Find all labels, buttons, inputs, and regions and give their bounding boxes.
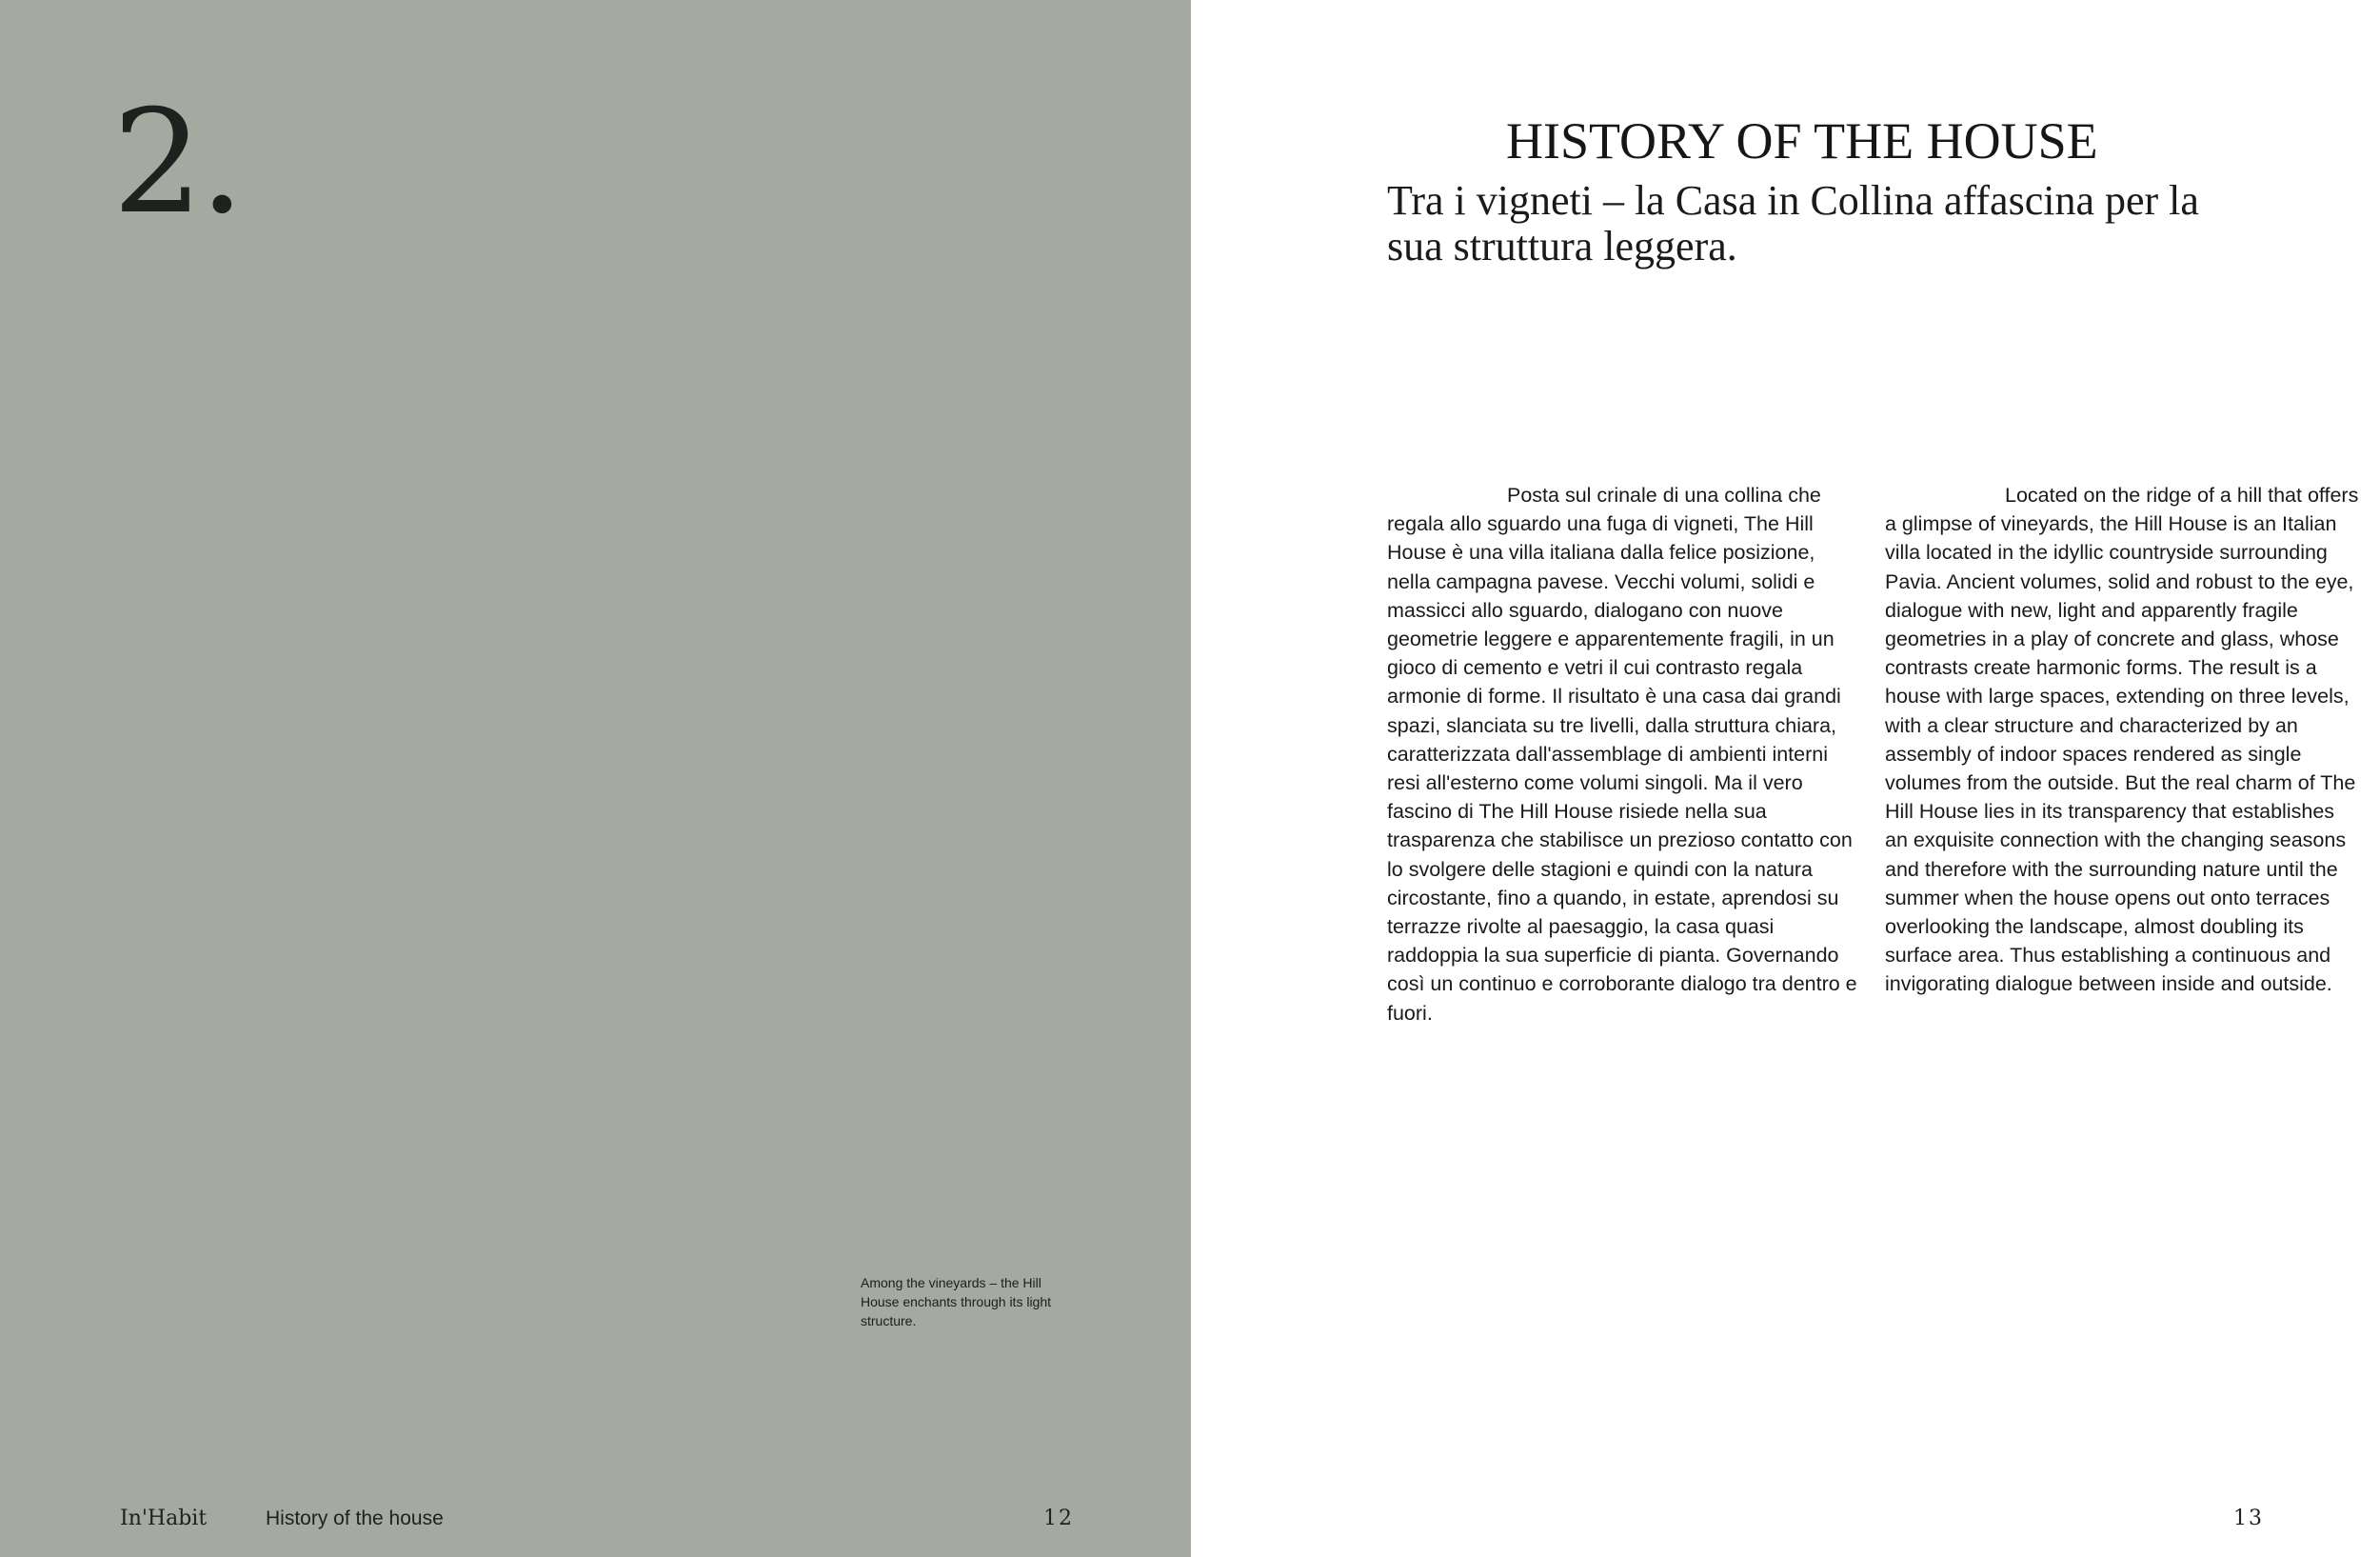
body-text-italian: Posta sul crinale di una collina che regala allo sguardo una fuga di vigneti, The Hill House è una villa italiana dalla felice posizione, nella campagna pavese. Vecchi volumi, solidi e massicci allo sguardo, dialogano con nuove geometrie leggere e apparentemente fragili, in un gioco di cemento e vetri il cui contrasto regala armonie di forme. Il risultato è una casa dai grandi spazi, slanciata su tre livelli, dalla struttura chiara, caratterizzata dall'assemblage di ambienti interni resi all'esterno come volumi singoli. Ma il vero fascino di The Hill House risiede nella sua trasparenza che stabilisce un prezioso contatto con lo svolgere delle stagioni e quindi con la natura circostante, fino a quando, in estate, aprendosi su terrazze rivolte al paesaggio, la casa quasi raddoppia la sua superficie di pianta. Governando così un continuo e corroborante dialogo tra dentro e fuori. [1387, 484, 1857, 1025]
body-text-english: Located on the ridge of a hill that offers a glimpse of vineyards, the Hill House is an Italian villa located in the idyllic countryside surrounding Pavia. Ancient volumes, solid and robust to the eye, dialogue with new, light and apparently fragile geometries in a play of concrete and glass, whose contrasts create harmonic forms. The result is a house with large spaces, extending on three levels, with a clear structure and characterized by an assembly of indoor spaces rendered as single volumes from the outside. But the real charm of The Hill House lies in its transparency that establishes an exquisite connection with the changing seasons and therefore with the surrounding nature until the summer when the house opens out onto terraces overlooking the landscape, almost doubling its surface area. Thus establishing a continuous and invigorating dialogue between inside and outside. [1885, 484, 2359, 996]
page-subtitle: Tra i vigneti – la Casa in Collina affascina per la sua struttura leggera. [1387, 177, 2199, 269]
chapter-number: 2. [112, 80, 242, 246]
footer-section-title: History of the house [266, 1507, 444, 1529]
page-number-right: 13 [2233, 1507, 2264, 1530]
page-title: HISTORY OF THE HOUSE [1506, 112, 2098, 170]
footer-brand: In'Habit [120, 1507, 208, 1530]
image-caption: Among the vineyards – the Hill House enchants through its light structure. [861, 1275, 1052, 1328]
page-number-left: 12 [1043, 1507, 1074, 1530]
